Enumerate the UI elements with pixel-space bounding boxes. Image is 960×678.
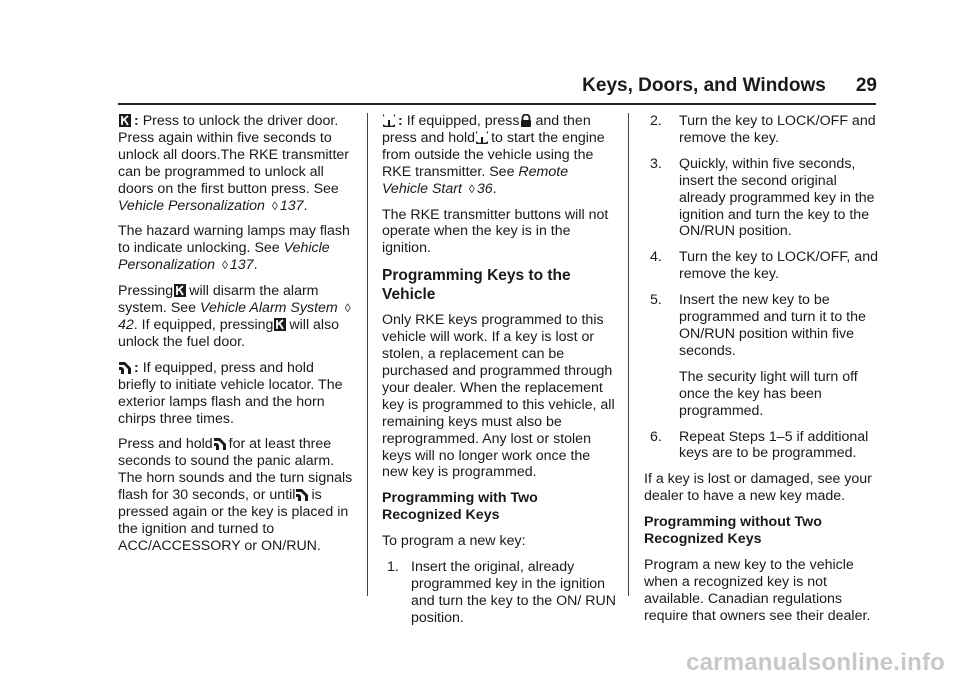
step-text: Repeat Steps 1–5 if additional keys are to be programmed. (679, 428, 869, 462)
buttons-paragraph: The RKE transmitter buttons will not operate when the key is in the ignition. (382, 206, 609, 257)
steps-list (382, 559, 618, 627)
section-title: Keys, Doors, and Windows (582, 75, 826, 96)
ref-vehicle-personalization[interactable]: Vehicle Personalization (118, 197, 265, 214)
disarm-text-c: . If equipped, pressing (133, 316, 274, 333)
ref-arrow: ◊ (221, 258, 228, 273)
list-item (644, 249, 880, 283)
hazard-text: The hazard warning lamps may flash to indicate unlocking. See (118, 223, 350, 257)
remote-start-text-c: to start the engine from outside the vehicle using the RKE transmitter. See (382, 129, 605, 180)
ref-arrow: ◊ (344, 301, 351, 316)
remote-start-icon (383, 114, 395, 127)
disarm-text-a: Pressing (118, 283, 174, 300)
unlock-icon (174, 284, 186, 297)
locator-paragraph (118, 360, 354, 428)
step-text: Quickly, within five seconds, insert the second original already programmed key in the ignition and turn the key to the ON/RUN position. (679, 155, 875, 240)
ref-arrow: ◊ (468, 181, 475, 196)
watermark: carmanualsonline.info (686, 649, 945, 676)
panic-text-c: is pressed again or the key is placed in the ignition and turned to ACC/ACCESSORY or ON/RUN. (118, 487, 349, 554)
section-heading: Programming Keys to the Vehicle (382, 267, 571, 304)
ref-remote-vehicle-start[interactable]: Remote Vehicle Start (382, 163, 569, 197)
disarm-text-b: will disarm the alarm system. See (118, 283, 319, 317)
ref-vehicle-alarm-system[interactable]: Vehicle Alarm System (200, 300, 338, 317)
list-item (644, 429, 880, 463)
unlock-icon (119, 114, 131, 127)
vehicle-locator-icon (296, 488, 308, 501)
remote-start-icon (476, 131, 488, 144)
step-text: Insert the new key to be programmed and turn it to the ON/RUN position within five seconds. (679, 292, 866, 359)
step-number: 2. (650, 113, 662, 129)
program-intro: To program a new key: (382, 533, 526, 550)
disarm-text-d: will also unlock the fuel door. (118, 316, 340, 350)
list-item (644, 113, 880, 147)
period: . (253, 257, 258, 274)
unlock-lead: : (134, 113, 139, 129)
step-number: 3. (650, 155, 662, 172)
step-text: Turn the key to LOCK/OFF and remove the key. (679, 113, 876, 146)
programming-paragraph: Only RKE keys programmed to this vehicle will work. If a key is lost or stolen, a replacement can be purchased and programmed through your dealer. When the replacement key is programmed to this vehicle, all remaining keys must also be reprogrammed. Any lost or stolen keys will no longer work once the new key is programmed. (382, 312, 615, 481)
remote-start-lead: : (398, 113, 403, 129)
step-note: The security light will turn off once the key has been programmed. (679, 368, 858, 419)
lock-icon (520, 114, 532, 127)
remote-start-text-a: If equipped, press (406, 113, 520, 129)
step-number: 4. (650, 249, 662, 266)
list-item (382, 559, 618, 627)
step-text: Insert the original, already programmed key in the ignition and turn the key to the ON/ RUN position. (411, 559, 617, 626)
step-number: 6. (650, 428, 662, 445)
vehicle-locator-icon (214, 437, 226, 450)
page-number: 29 (855, 75, 877, 96)
panic-paragraph (118, 436, 354, 554)
remote-start-text-b: and then press and hold (382, 113, 591, 146)
step-number: 1. (387, 559, 399, 576)
disarm-paragraph (118, 283, 354, 351)
vehicle-locator-icon (119, 361, 131, 374)
column-3 (644, 113, 880, 634)
period: . (303, 197, 308, 214)
ref-page[interactable]: 36 (476, 180, 493, 197)
column-1 (118, 113, 354, 564)
ref-page[interactable]: 137 (229, 257, 254, 274)
step-number: 5. (650, 292, 662, 309)
hazard-paragraph (118, 223, 354, 274)
steps-list (644, 113, 880, 462)
panic-text-a: Press and hold (118, 436, 213, 453)
ref-arrow: ◊ (271, 198, 278, 213)
program-without-paragraph: Program a new key to the vehicle when a recognized key is not available. Canadian regulations require that owners see their dealer. (644, 556, 871, 624)
column-2 (382, 113, 618, 636)
ref-page[interactable]: 42 (118, 316, 134, 333)
period: . (492, 180, 497, 197)
list-item (644, 156, 880, 241)
column-divider (367, 113, 368, 596)
column-divider (628, 113, 629, 596)
locator-lead: : (134, 359, 139, 376)
ref-vehicle-personalization[interactable]: Vehicle Personalization (118, 240, 330, 274)
remote-start-paragraph (382, 113, 618, 198)
step-text: Turn the key to LOCK/OFF, and remove the key. (679, 249, 878, 283)
panic-text-b: for at least three seconds to sound the panic alarm. The horn sounds and the turn signals flash for 30 seconds, or until (118, 436, 353, 504)
page-header (582, 73, 877, 99)
subsection-heading: Programming with Two Recognized Keys (382, 490, 538, 524)
list-item (644, 292, 880, 419)
locator-text: If equipped, press and hold briefly to initiate vehicle locator. The exterior lamps flash and the horn chirps three times. (118, 359, 343, 427)
unlock-paragraph (118, 113, 354, 214)
ref-page[interactable]: 137 (279, 197, 304, 214)
unlock-icon (274, 318, 286, 331)
header-rule (118, 103, 876, 105)
unlock-text: Press to unlock the driver door. Press again within five seconds to unlock all doors.The RKE transmitter can be programmed to unlock all doors on the first button press. See (118, 113, 350, 197)
lost-key-paragraph: If a key is lost or damaged, see your dealer to have a new key made. (644, 471, 872, 505)
subsection-heading: Programming without Two Recognized Keys (644, 514, 822, 548)
